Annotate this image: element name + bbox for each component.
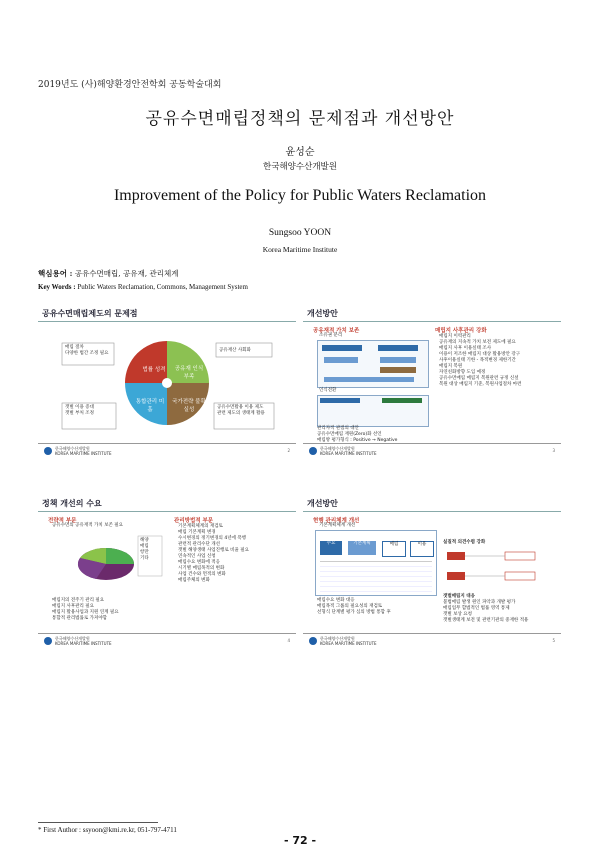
note-procedure: 매립 절차 다양한 법간 조정 필요 xyxy=(65,345,109,356)
awareness-diagram xyxy=(317,395,429,427)
footnote-rule xyxy=(38,822,158,823)
slide-title: 정책 개선의 수요 xyxy=(42,499,102,508)
slide-title: 개선방안 xyxy=(307,309,338,318)
paper-title-english: Improvement of the Policy for Public Waters Reclamation xyxy=(113,187,487,204)
slide-footer: 한국해양수산개발원 KOREA MARITIME INSTITUTE 4 xyxy=(38,633,296,648)
right-heading: 매립지 사후관리 강화 xyxy=(435,328,487,334)
left-lifecycle: 매립지의 전주기 관리 필요 매립지 사후관리 필요 매립지 활용사업과 지원 연계 필요 통합적 관리법률로 가져야함 xyxy=(52,598,119,621)
left-sub: 공유수면의 공유재적 가치 보존 필요 xyxy=(52,523,123,528)
keywords-korean-text: 공유수면매립, 공유재, 관리체계 xyxy=(74,269,179,278)
left-demand: 매립수요 변화 대응 매립목적 그룹의 필요성의 재검토 선형식 단계별 평가 심의 방법 통합 후 xyxy=(317,598,391,615)
left-heading: 현행 관리체계 개선 xyxy=(313,518,360,524)
flow-step-demand: 수요 xyxy=(320,541,342,555)
slide-footer: 한국해양수산개발원 KOREA MARITIME INSTITUTE 5 xyxy=(303,633,561,648)
note-tidal-flat: 갯벌 이용 증대 갯벌 부처 조정 xyxy=(65,405,94,416)
flow-step-use: 이용 xyxy=(410,541,434,557)
left-alternative: 관리자적 관점의 대안 공유수면매립 재원(Zero)화 선언 매립방 평가형식 : Positive → Negative xyxy=(317,426,398,443)
slide-title: 개선방안 xyxy=(307,499,338,508)
right-items: 기본계획체계의 재검토 매립 기본계획 변경 수시변경의 정기변경의 4년에 폭행 관련적 관리수단 개선 갯벌 해양생태 사업진행로 비율 필요 연속적인 사업 신청 매립수요 변화에 적응 시기별 매립목적의 변화 사업 건수와 면적의 변화 매립주체의 변화 xyxy=(178,524,249,583)
flow-step-plan: 기본계획 xyxy=(348,541,376,555)
page-number: - 72 - xyxy=(283,834,317,847)
pie-legend: 해양 매립 항만 기타 xyxy=(140,538,149,561)
right-heading: 실질적 의견수렴 강화 xyxy=(443,540,486,545)
slide-policy-demand xyxy=(38,498,296,648)
keywords-english-label: Key Words : xyxy=(38,283,76,291)
right-heading: 관리방법적 부문 xyxy=(174,518,214,524)
note-commons: 공유재산 사회화 xyxy=(219,348,251,353)
note-system: 공유수면활용 이용 제도 관련 제도의 생태계 활용 xyxy=(217,405,265,416)
quadrant-diagram xyxy=(38,323,296,443)
slide-footer: 한국해양수산개발원 KOREA MARITIME INSTITUTE 3 xyxy=(303,443,561,458)
slide-improvement-1 xyxy=(303,308,561,458)
paper-title-korean: 공유수면매립정책의 문제점과 개선방안 xyxy=(145,109,455,129)
keywords-korean-label: 핵심용어 : xyxy=(38,269,73,278)
left-heading: 전략적 부문 xyxy=(48,518,77,524)
quadrant-label-commons: 공유재 인식 부족 xyxy=(174,366,204,380)
slide-title: 공유수면매립제도의 문제점 xyxy=(42,309,138,318)
kmi-logo-icon xyxy=(309,447,317,455)
planning-flow-diagram xyxy=(315,530,437,596)
kmi-logo-icon xyxy=(309,637,317,645)
quadrant-label-strategy: 국가전략 불확실성 xyxy=(172,399,206,413)
ownership-diagram xyxy=(317,340,429,388)
conference-name: 2019년도 (사)해양환경안전학회 공동학술대회 xyxy=(38,80,222,90)
left-heading: 공유재적 가치 보존 xyxy=(313,328,360,334)
keywords-english xyxy=(38,283,248,291)
footnote: * First Author : ssyoon@kmi.re.kr, 051-797-4711 xyxy=(38,826,177,834)
slide-problems xyxy=(38,308,296,458)
institute-english: Korea Maritime Institute xyxy=(262,245,338,254)
opinion-diagram xyxy=(445,548,555,590)
kmi-logo-icon xyxy=(44,447,52,455)
quadrant-label-law: 법률 성격 xyxy=(142,367,166,373)
keywords-korean xyxy=(38,268,178,279)
right-items: 매립지 이력관리 공유재의 지속적 가치 보전 제도에 필요 매립지 사후 이용실태 조사 이용이 저조한 매립지 대상 활용방안 강구 사후이용실태 기한 - 목적변경 제한기간 매립지 복원 자연친화방향 도입 예정 공유수면매립 매립지 복원관련 규정 신설 복원 대상 매립지 기준, 복원사업절차 마련 xyxy=(439,334,522,387)
left-sub-awareness: 인식전환 xyxy=(319,388,337,393)
flow-step-reclaim: 매립 xyxy=(382,541,406,557)
slide-improvement-2 xyxy=(303,498,561,648)
kmi-logo-icon xyxy=(44,637,52,645)
author-english: Sungsoo YOON xyxy=(268,228,332,238)
left-sub-ownership: 소유권 분리 xyxy=(319,333,343,338)
keywords-english-text: Public Waters Reclamation, Commons, Management System xyxy=(77,283,248,291)
quadrant-label-integration: 통합관리 미흡 xyxy=(135,399,165,413)
slide-footer: 한국해양수산개발원 KOREA MARITIME INSTITUTE 2 xyxy=(38,443,296,458)
author-korean: 윤성순 xyxy=(285,147,315,158)
right-items: 갯벌매립지 대응 불법매립 발생 원인 파악과 개발 평가 매립업무 합법적인 법률 영역 통제 갯벌 보상 요청 갯벌생태계 보전 및 관련기관의 중재한 적용 xyxy=(443,594,529,623)
left-sub: 기본계획체계 개선 xyxy=(319,523,356,528)
institute-korean: 한국해양수산개발원 xyxy=(263,162,337,172)
